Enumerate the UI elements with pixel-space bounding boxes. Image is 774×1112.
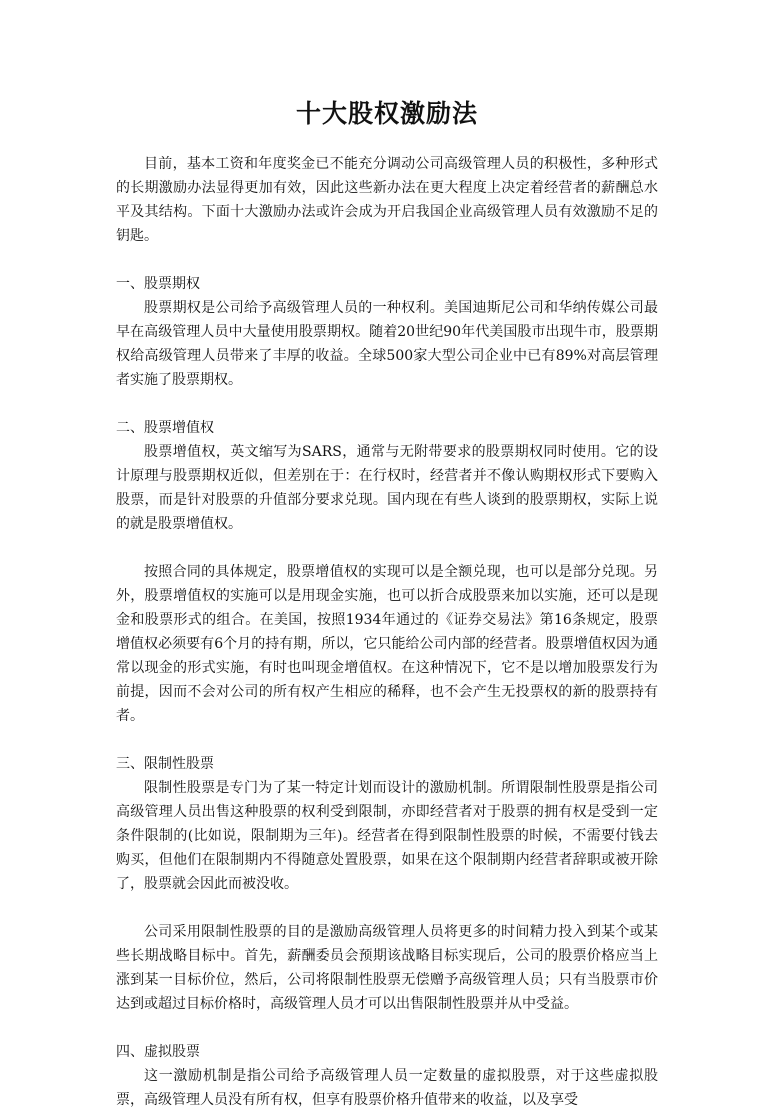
section-paragraph: 限制性股票是专门为了某一特定计划而设计的激励机制。所谓限制性股票是指公司高级管理人员出售这种股票的权利受到限制，亦即经营者对于股票的拥有权是受到一定条件限制的(比如说，限制期为三年)。经营者在得到限制性股票的时候，不需要付钱去购买，但他们在限制期内不得随意处置股票，如果在这个限制期内经营者辞职或被开除了，股票就会因此而被没收。 [116,780,658,892]
section-heading-restricted-stock: 三、限制性股票 [116,756,214,772]
section-paragraph: 按照合同的具体规定，股票增值权的实现可以是全额兑现，也可以是部分兑现。另外，股票增值权的实施可以是用现金实施，也可以折合成股票来加以实施，还可以是现金和股票形式的组合。在美国，按照1934年通过的《证券交易法》第16条规定，股票增值权必须要有6个月的持有期，所以，它只能给公司内部的经营者。股票增值权因为通常以现金的形式实施，有时也叫现金增值权。在这种情况下，它不是以增加股票发行为前提，因而不会对公司的所有权产生相应的稀释，也不会产生无投票权的新的股票持有者。 [116,564,658,724]
document-body [116,152,658,1112]
section-heading-stock-options: 一、股票期权 [116,276,200,292]
section-paragraph: 股票期权是公司给予高级管理人员的一种权利。美国迪斯尼公司和华纳传媒公司最早在高级管理人员中大量使用股票期权。随着20世纪90年代美国股市出现牛市，股票期权给高级管理人员带来了丰厚的收益。全球500家大型公司企业中已有89%对高层管理者实施了股票期权。 [116,300,658,388]
section-paragraph: 这一激励机制是指公司给予高级管理人员一定数量的虚拟股票，对于这些虚拟股票，高级管理人员没有所有权，但享有股票价格升值带来的收益，以及享受 [116,1068,658,1108]
section-paragraph: 公司采用限制性股票的目的是激励高级管理人员将更多的时间精力投入到某个或某些长期战略目标中。首先，薪酬委员会预期该战略目标实现后，公司的股票价格应当上涨到某一目标价位，然后，公司将限制性股票无偿赠予高级管理人员；只有当股票市价达到或超过目标价格时，高级管理人员才可以出售限制性股票并从中受益。 [116,924,658,1012]
document-title: 十大股权激励法 [295,99,478,128]
section-heading-stock-appreciation-rights: 二、股票增值权 [116,420,214,436]
section-heading-phantom-stock: 四、虚拟股票 [116,1044,200,1060]
section-paragraph: 股票增值权，英文缩写为SARS，通常与无附带要求的股票期权同时使用。它的设计原理与股票期权近似，但差别在于：在行权时，经营者并不像认购期权形式下要购入股票，而是针对股票的升值部分要求兑现。国内现在有些人谈到的股票期权，实际上说的就是股票增值权。 [116,444,658,532]
intro-paragraph: 目前，基本工资和年度奖金已不能充分调动公司高级管理人员的积极性，多种形式的长期激励办法显得更加有效，因此这些新办法在更大程度上决定着经营者的薪酬总水平及其结构。下面十大激励办法或许会成为开启我国企业高级管理人员有效激励不足的钥匙。 [116,156,658,244]
